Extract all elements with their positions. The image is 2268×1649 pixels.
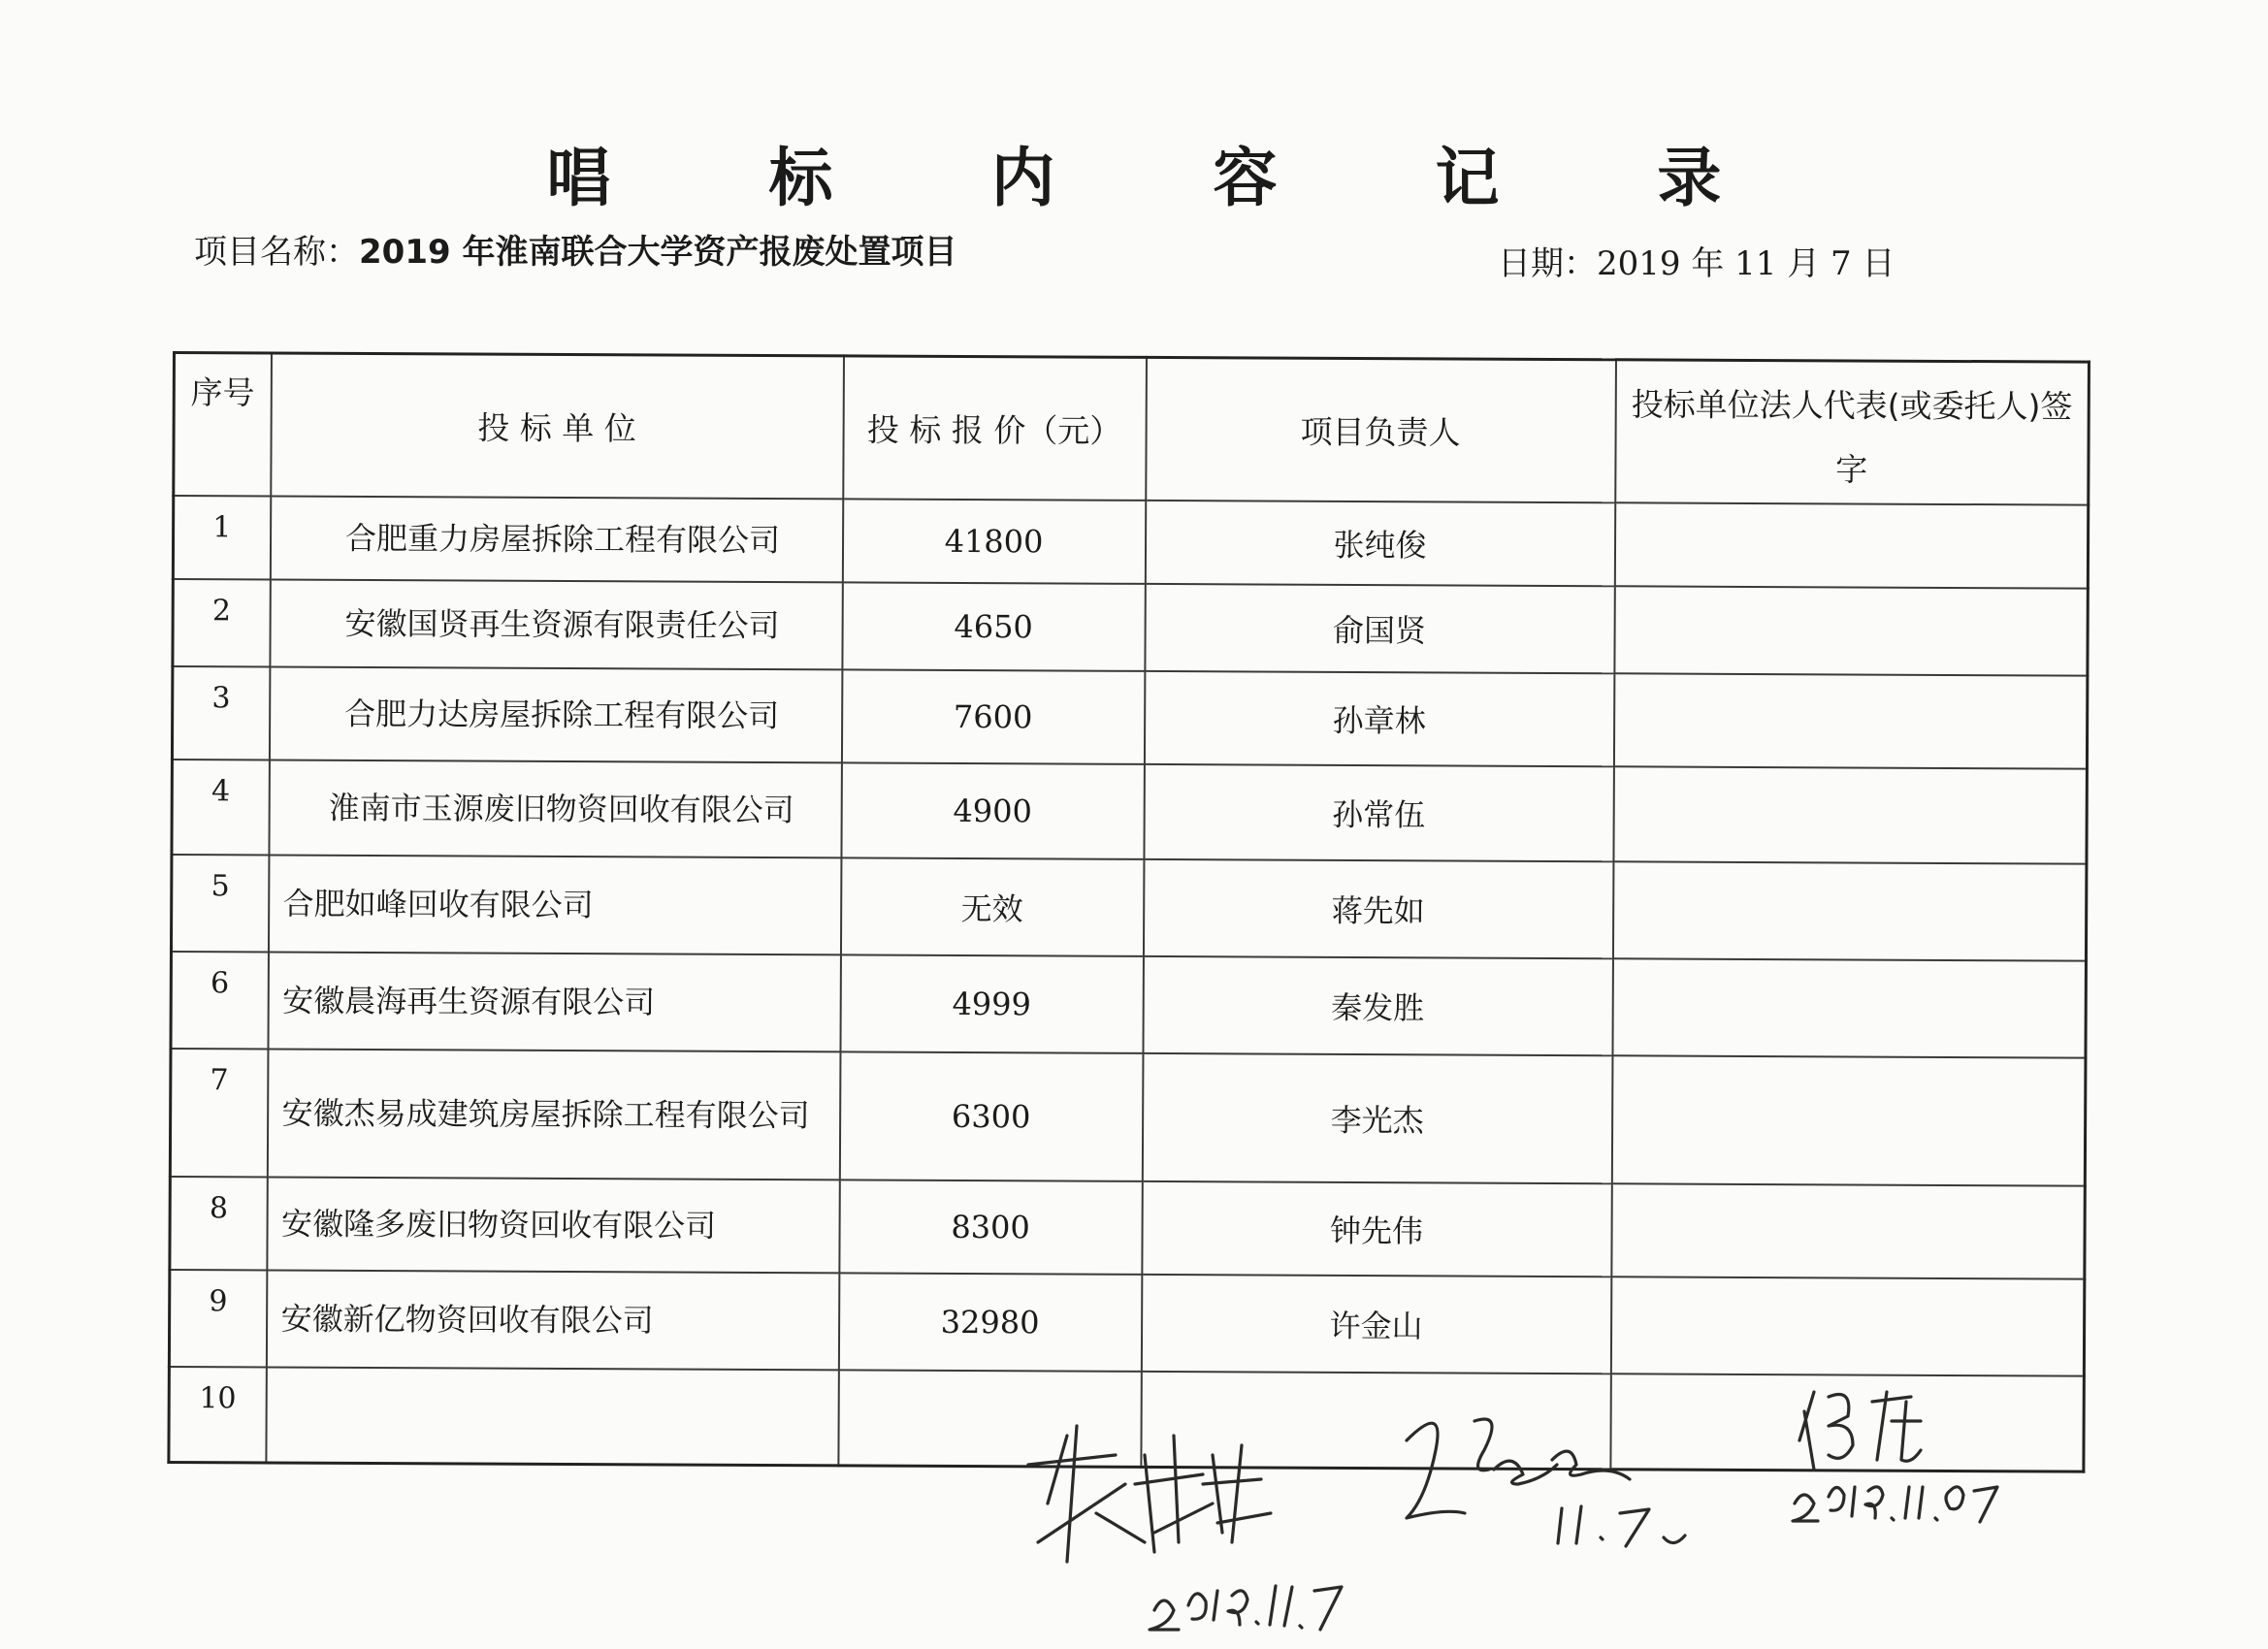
document-date: 日期：2019 年 11 月 7 日: [1498, 244, 1895, 283]
header-unit: 投 标 单 位: [271, 353, 844, 499]
cell-price: 8300: [839, 1180, 1142, 1275]
cell-unit: 安徽国贤再生资源有限责任公司: [270, 579, 842, 669]
cell-sign: [1613, 673, 2087, 768]
table-row: [171, 952, 2086, 1058]
project-name: 2019 年淮南联合大学资产报废处置项目: [359, 233, 957, 272]
cell-sign: [1614, 502, 2088, 588]
cell-person: 俞国贤: [1145, 584, 1614, 673]
cell-sign: [1612, 958, 2086, 1057]
table-row: [170, 1049, 2086, 1186]
cell-seq: 4: [172, 760, 269, 855]
cell-seq: 2: [173, 579, 270, 666]
cell-seq: 3: [172, 666, 269, 760]
cell-person: 秦发胜: [1143, 956, 1612, 1055]
cell-seq: 5: [171, 855, 268, 952]
cell-unit: 合肥重力房屋拆除工程有限公司: [270, 496, 842, 582]
cell-person: 张纯俊: [1145, 501, 1614, 586]
table-row: [170, 1177, 2085, 1279]
cell-seq: 1: [173, 496, 270, 579]
cell-seq: 7: [170, 1049, 268, 1177]
cell-unit: [266, 1367, 838, 1465]
cell-unit: 淮南市玉源废旧物资回收有限公司: [269, 760, 841, 857]
project-label: 项目名称：: [194, 233, 359, 272]
cell-price: 7600: [841, 669, 1144, 764]
cell-price: 6300: [839, 1051, 1143, 1181]
cell-unit: 合肥力达房屋拆除工程有限公司: [269, 666, 841, 762]
cell-price: 4650: [842, 582, 1145, 671]
cell-person: 孙章林: [1144, 671, 1613, 766]
document-title: 唱 标 内 容 记 录: [546, 141, 1790, 215]
cell-price: 4900: [841, 762, 1144, 859]
cell-unit: 安徽新亿物资回收有限公司: [266, 1270, 838, 1370]
bid-table: [167, 351, 2090, 1472]
cell-unit: 合肥如峰回收有限公司: [268, 855, 840, 954]
cell-person: 李光杰: [1142, 1053, 1612, 1183]
cell-seq: 10: [169, 1367, 266, 1462]
project-line: [194, 225, 956, 273]
cell-price: 4999: [840, 954, 1143, 1053]
table-row: [172, 666, 2087, 769]
cell-unit: 安徽杰易成建筑房屋拆除工程有限公司: [267, 1049, 840, 1180]
cell-price: 32980: [838, 1273, 1141, 1372]
header-seq: 序号: [174, 353, 272, 497]
table-row: [169, 1270, 2084, 1376]
header-person: 项目负责人: [1146, 357, 1616, 502]
cell-unit: 安徽晨海再生资源有限公司: [268, 952, 840, 1051]
cell-person: 蒋先如: [1143, 859, 1612, 958]
cell-sign: [1614, 586, 2088, 675]
cell-sign: [1613, 766, 2087, 863]
table-row: [172, 760, 2087, 864]
cell-seq: 6: [171, 952, 268, 1049]
handwritten-signature-3: [1775, 1373, 2066, 1537]
cell-person: 钟先伟: [1142, 1181, 1611, 1277]
table-row: [173, 496, 2088, 589]
cell-seq: 9: [169, 1270, 266, 1367]
cell-person: 孙常伍: [1144, 764, 1613, 861]
header-price: 投 标 报 价（元）: [843, 356, 1147, 501]
header-sign: 投标单位法人代表(或委托人)签字: [1615, 360, 2090, 505]
cell-unit: 安徽隆多废旧物资回收有限公司: [267, 1177, 839, 1273]
table-row: [171, 855, 2086, 961]
table-row: [173, 579, 2088, 676]
cell-sign: [1611, 1183, 2085, 1278]
cell-sign: [1612, 861, 2086, 960]
cell-sign: [1610, 1277, 2084, 1375]
handwritten-signature-2: [1387, 1382, 1736, 1567]
cell-sign: [1611, 1055, 2086, 1185]
cell-price: 无效: [840, 857, 1143, 956]
cell-person: 许金山: [1141, 1275, 1610, 1374]
cell-seq: 8: [170, 1177, 267, 1270]
cell-price: 41800: [842, 499, 1145, 584]
handwritten-signature-1: [1009, 1397, 1397, 1639]
